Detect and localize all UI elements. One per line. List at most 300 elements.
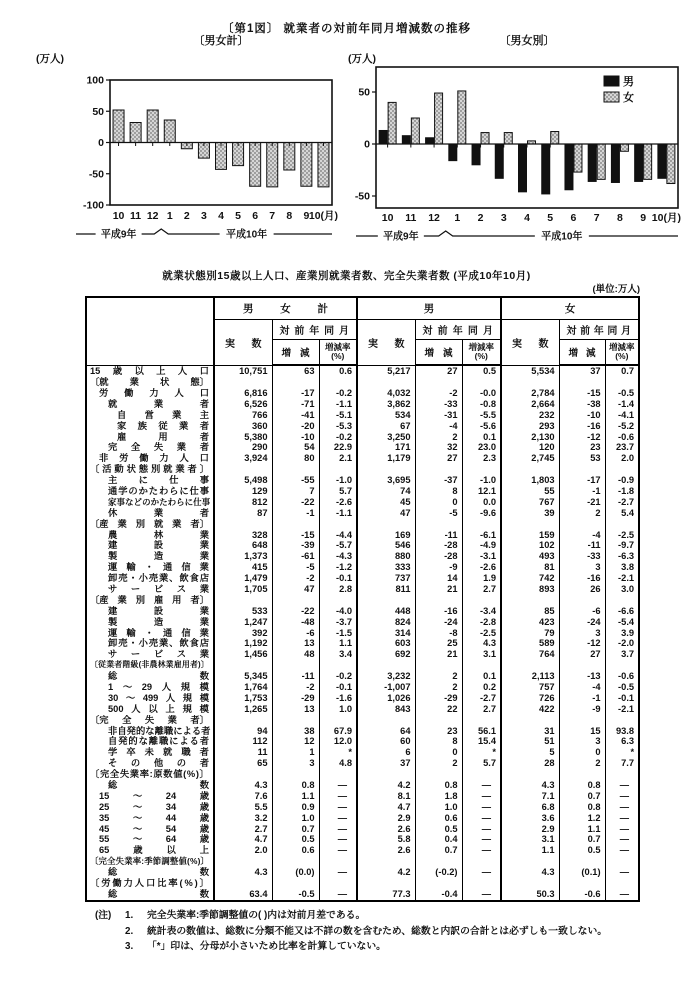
cell: -6 bbox=[559, 606, 605, 617]
cell: 47 bbox=[357, 508, 415, 519]
section-row bbox=[86, 377, 639, 388]
cell bbox=[559, 769, 605, 780]
cell: 67 bbox=[357, 420, 415, 431]
cell: 31 bbox=[501, 725, 559, 736]
cell: 0.8 bbox=[559, 780, 605, 791]
actual-header: 実 数 bbox=[501, 320, 559, 366]
cell: 1,265 bbox=[214, 704, 272, 715]
bar-male bbox=[519, 144, 527, 192]
row-label: 15 〜 24 歳 bbox=[99, 790, 209, 801]
bar-total bbox=[216, 143, 227, 170]
cell: — bbox=[319, 823, 357, 834]
table-row bbox=[86, 475, 639, 486]
cell: 1.0 bbox=[415, 802, 462, 813]
cell: -15 bbox=[272, 529, 319, 540]
cell: 2,784 bbox=[501, 388, 559, 399]
cell: -0.4 bbox=[415, 889, 462, 901]
cell bbox=[462, 769, 501, 780]
cell: -17 bbox=[272, 388, 319, 399]
cell bbox=[559, 595, 605, 606]
cell: 448 bbox=[357, 606, 415, 617]
bar-male bbox=[565, 144, 573, 190]
cell: 290 bbox=[214, 442, 272, 453]
cell: — bbox=[605, 780, 639, 791]
x-tick-label: 6 bbox=[252, 210, 259, 222]
cell bbox=[272, 595, 319, 606]
cell bbox=[605, 769, 639, 780]
cell: 7 bbox=[272, 486, 319, 497]
cell: 737 bbox=[357, 573, 415, 584]
cell: -11 bbox=[559, 540, 605, 551]
row-label: 〔 従 業 者 階 級 ( 非 農 林 業 雇 用 者 ) 〕 bbox=[90, 660, 209, 670]
cell bbox=[319, 856, 357, 867]
x-tick-label: 4 bbox=[524, 212, 530, 224]
cell: 63 bbox=[272, 365, 319, 377]
cell: — bbox=[462, 867, 501, 878]
cell: -0.5 bbox=[605, 682, 639, 693]
x-tick-label: 7 bbox=[269, 210, 276, 222]
section-row bbox=[86, 856, 639, 867]
cell: 5,534 bbox=[501, 365, 559, 377]
cell: — bbox=[605, 813, 639, 824]
cell: -5.6 bbox=[462, 420, 501, 431]
cell: 2.6 bbox=[357, 823, 415, 834]
cell: -3.1 bbox=[462, 551, 501, 562]
row-label: 〔 完 全 失 業 率 : 原 数 値 ( % ) 〕 bbox=[90, 769, 209, 780]
y-tick-label: -50 bbox=[88, 168, 104, 181]
cell: 5,217 bbox=[357, 365, 415, 377]
table-row bbox=[86, 627, 639, 638]
x-tick-label: 1 bbox=[166, 210, 173, 222]
row-label: 〔 活 動 状 態 別 就 業 者 〕 bbox=[90, 464, 209, 475]
cell bbox=[272, 464, 319, 475]
cell: 0.5 bbox=[272, 834, 319, 845]
cell: -5 bbox=[272, 562, 319, 573]
cell bbox=[415, 595, 462, 606]
cell bbox=[559, 518, 605, 529]
cell: 5.7 bbox=[462, 758, 501, 769]
cell: — bbox=[605, 823, 639, 834]
cell: (0.0) bbox=[272, 867, 319, 878]
x-tick-label: 6 bbox=[570, 212, 577, 224]
cell: — bbox=[319, 791, 357, 802]
cell: — bbox=[605, 791, 639, 802]
cell: 392 bbox=[214, 627, 272, 638]
cell: 0 bbox=[415, 497, 462, 508]
bar-male bbox=[658, 144, 666, 178]
cell: 23 bbox=[559, 442, 605, 453]
yoy-header: 対 前 年 同 月 bbox=[415, 320, 501, 340]
y-tick-label: 0 bbox=[98, 137, 104, 149]
row-label: 製 造 業 bbox=[108, 616, 209, 627]
cell: -21 bbox=[559, 497, 605, 508]
cell: -2 bbox=[272, 573, 319, 584]
cell bbox=[319, 660, 357, 671]
row-label: 総 数 bbox=[108, 780, 209, 791]
cell: 7.7 bbox=[605, 758, 639, 769]
cell: -5.2 bbox=[605, 420, 639, 431]
cell: -2.1 bbox=[605, 573, 639, 584]
cell bbox=[462, 660, 501, 671]
table-row bbox=[86, 365, 639, 377]
cell: 22.9 bbox=[319, 442, 357, 453]
cell bbox=[605, 856, 639, 867]
cell: 74 bbox=[357, 486, 415, 497]
row-label: 総 数 bbox=[108, 867, 209, 878]
x-tick-label: 4 bbox=[218, 210, 224, 222]
cell: 15 bbox=[559, 725, 605, 736]
cell: -2.1 bbox=[605, 704, 639, 715]
section-row bbox=[86, 518, 639, 529]
cell: 3.7 bbox=[605, 649, 639, 660]
cell: * bbox=[319, 747, 357, 758]
cell: -0.9 bbox=[605, 475, 639, 486]
cell: -24 bbox=[559, 616, 605, 627]
table-row bbox=[86, 747, 639, 758]
cell: -1.8 bbox=[605, 486, 639, 497]
cell: 0 bbox=[559, 747, 605, 758]
cell: -1.5 bbox=[319, 627, 357, 638]
row-label: 運 輸 ・ 通 信 業 bbox=[108, 562, 209, 573]
row-label: 65 歳 以 上 bbox=[99, 845, 209, 856]
rate-header: 増減率 (%) bbox=[605, 340, 639, 366]
cell bbox=[501, 660, 559, 671]
cell: -9.7 bbox=[605, 540, 639, 551]
cell: -28 bbox=[415, 540, 462, 551]
cell: 0.2 bbox=[462, 682, 501, 693]
yoy-header: 対 前 年 同 月 bbox=[272, 320, 357, 340]
cell: 4.8 bbox=[319, 758, 357, 769]
cell: -1.0 bbox=[319, 475, 357, 486]
cell: -1.1 bbox=[319, 508, 357, 519]
x-tick-label: 10(月) bbox=[651, 212, 681, 224]
x-tick-label: 10 bbox=[112, 210, 125, 222]
cell: -2 bbox=[415, 388, 462, 399]
cell: 0.6 bbox=[415, 813, 462, 824]
cell: 3,862 bbox=[357, 399, 415, 410]
cell: 3,250 bbox=[357, 431, 415, 442]
cell: 5.8 bbox=[357, 834, 415, 845]
cell: 10,751 bbox=[214, 365, 272, 377]
row-label: 農 林 業 bbox=[108, 529, 209, 540]
cell: 843 bbox=[357, 704, 415, 715]
cell: -10 bbox=[272, 431, 319, 442]
cell: 0.8 bbox=[272, 780, 319, 791]
cell: 4.3 bbox=[501, 867, 559, 878]
x-tick-label: 10 bbox=[381, 212, 394, 224]
table-header bbox=[86, 297, 639, 365]
table-row bbox=[86, 551, 639, 562]
cell: 692 bbox=[357, 649, 415, 660]
cell bbox=[272, 769, 319, 780]
cell bbox=[605, 595, 639, 606]
x-tick-label: 3 bbox=[500, 212, 507, 224]
footnote: 2. 統計表の数値は、総数に分類不能又は不詳の数を含むため、総数と内訳の合計とは必ずしも一致しない。 bbox=[125, 925, 608, 937]
axis-unit-label: (万人) bbox=[36, 53, 64, 65]
cell: 23 bbox=[415, 725, 462, 736]
cell: 159 bbox=[501, 529, 559, 540]
cell: 81 bbox=[501, 562, 559, 573]
cell: -16 bbox=[415, 606, 462, 617]
cell: (-0.2) bbox=[415, 867, 462, 878]
table-row bbox=[86, 606, 639, 617]
row-label: 500 人 以 上 規 模 bbox=[108, 703, 209, 714]
cell: — bbox=[462, 845, 501, 856]
cell bbox=[462, 464, 501, 475]
cell: 77.3 bbox=[357, 889, 415, 901]
cell: 3.0 bbox=[605, 584, 639, 595]
x-tick-label: 11 bbox=[405, 212, 417, 224]
cell: -5.1 bbox=[319, 410, 357, 421]
cell: — bbox=[605, 834, 639, 845]
cell: -55 bbox=[272, 475, 319, 486]
cell: 21 bbox=[415, 584, 462, 595]
row-label: 〔 労 働 力 人 口 比 率 ( % ) 〕 bbox=[90, 878, 209, 889]
cell: 423 bbox=[501, 616, 559, 627]
cell: — bbox=[605, 867, 639, 878]
cell: — bbox=[462, 813, 501, 824]
cell bbox=[415, 715, 462, 726]
row-label: 15 歳 以 上 人 口 bbox=[90, 365, 209, 376]
bar-total bbox=[267, 143, 278, 187]
cell bbox=[357, 856, 415, 867]
cell bbox=[214, 464, 272, 475]
cell: -31 bbox=[415, 410, 462, 421]
cell: -2 bbox=[272, 682, 319, 693]
cell: 25 bbox=[415, 638, 462, 649]
cell bbox=[415, 856, 462, 867]
cell: 0.5 bbox=[462, 365, 501, 377]
table-row bbox=[86, 889, 639, 901]
cell: 1,803 bbox=[501, 475, 559, 486]
cell: 0 bbox=[415, 747, 462, 758]
cell: 3,924 bbox=[214, 453, 272, 464]
cell bbox=[357, 464, 415, 475]
cell: 1.8 bbox=[415, 791, 462, 802]
chart-total-block bbox=[36, 34, 348, 260]
cell: 56.1 bbox=[462, 725, 501, 736]
cell: -1.1 bbox=[319, 399, 357, 410]
cell bbox=[272, 878, 319, 889]
cell: 51 bbox=[501, 736, 559, 747]
cell: 415 bbox=[214, 562, 272, 573]
cell bbox=[559, 878, 605, 889]
cell: 1.9 bbox=[462, 573, 501, 584]
cell: 2.7 bbox=[462, 584, 501, 595]
cell: -9 bbox=[559, 704, 605, 715]
cell: 333 bbox=[357, 562, 415, 573]
cell: 11 bbox=[214, 747, 272, 758]
bar-male bbox=[449, 144, 457, 161]
cell: 293 bbox=[501, 420, 559, 431]
table-row bbox=[86, 736, 639, 747]
cell: 1.1 bbox=[501, 845, 559, 856]
x-tick-label: 9 bbox=[303, 210, 310, 222]
cell bbox=[605, 377, 639, 388]
cell: 811 bbox=[357, 584, 415, 595]
cell bbox=[559, 856, 605, 867]
bar-female bbox=[504, 133, 512, 144]
x-tick-label: 12 bbox=[146, 210, 159, 222]
actual-header: 実 数 bbox=[214, 320, 272, 366]
x-tick-label: 9 bbox=[640, 212, 647, 224]
cell bbox=[214, 715, 272, 726]
cell bbox=[462, 377, 501, 388]
cell bbox=[415, 660, 462, 671]
bar-total bbox=[164, 120, 175, 143]
cell: 493 bbox=[501, 551, 559, 562]
cell: 2,113 bbox=[501, 671, 559, 682]
cell: -0.6 bbox=[559, 889, 605, 901]
cell: -1 bbox=[559, 486, 605, 497]
cell: 0.7 bbox=[559, 791, 605, 802]
cell: 5.7 bbox=[319, 486, 357, 497]
cell bbox=[462, 715, 501, 726]
cell: 169 bbox=[357, 529, 415, 540]
cell bbox=[214, 660, 272, 671]
y-tick-label: -100 bbox=[82, 199, 104, 212]
cell: 1.0 bbox=[319, 704, 357, 715]
cell: 4.7 bbox=[357, 802, 415, 813]
cell: 38 bbox=[272, 725, 319, 736]
cell: -22 bbox=[272, 606, 319, 617]
row-label: 35 〜 44 歳 bbox=[99, 812, 209, 823]
cell: 39 bbox=[501, 508, 559, 519]
cell bbox=[501, 856, 559, 867]
cell bbox=[272, 377, 319, 388]
cell: 23.0 bbox=[462, 442, 501, 453]
cell bbox=[357, 377, 415, 388]
cell: -4 bbox=[415, 420, 462, 431]
cell: 0.4 bbox=[415, 834, 462, 845]
cell: 0.7 bbox=[272, 823, 319, 834]
stats-table bbox=[85, 296, 640, 902]
group-header-male: 男 bbox=[357, 297, 501, 320]
cell: 3 bbox=[559, 736, 605, 747]
cell: 5,498 bbox=[214, 475, 272, 486]
cell: 0.7 bbox=[559, 834, 605, 845]
table-row bbox=[86, 845, 639, 856]
table-row bbox=[86, 867, 639, 878]
cell: 1.0 bbox=[272, 813, 319, 824]
cell: 1,764 bbox=[214, 682, 272, 693]
table-row bbox=[86, 780, 639, 791]
chart-by-sex bbox=[348, 50, 688, 255]
cell: 14 bbox=[415, 573, 462, 584]
cell: 5.5 bbox=[214, 802, 272, 813]
legend-label: 女 bbox=[623, 92, 634, 104]
x-tick-label: 2 bbox=[183, 210, 190, 222]
bar-female bbox=[435, 93, 443, 144]
cell: 2.9 bbox=[357, 813, 415, 824]
cell: 37 bbox=[559, 365, 605, 377]
x-tick-label: 5 bbox=[547, 212, 554, 224]
cell: 12.0 bbox=[319, 736, 357, 747]
cell: * bbox=[462, 747, 501, 758]
cell: 1,479 bbox=[214, 573, 272, 584]
row-label: 30 〜 499 人 規 模 bbox=[108, 692, 209, 703]
table-row bbox=[86, 453, 639, 464]
row-label: 建 設 業 bbox=[108, 605, 209, 616]
cell: -1.0 bbox=[462, 475, 501, 486]
cell: -2.6 bbox=[462, 562, 501, 573]
cell: 0.7 bbox=[415, 845, 462, 856]
cell: -0.1 bbox=[605, 693, 639, 704]
cell: 1,705 bbox=[214, 584, 272, 595]
cell bbox=[319, 715, 357, 726]
cell bbox=[605, 464, 639, 475]
cell: 3 bbox=[559, 562, 605, 573]
cell: 0.1 bbox=[462, 671, 501, 682]
cell: 4.2 bbox=[357, 780, 415, 791]
row-label: 45 〜 54 歳 bbox=[99, 823, 209, 834]
cell: -0.1 bbox=[319, 573, 357, 584]
table-body bbox=[86, 365, 639, 901]
table-row bbox=[86, 399, 639, 410]
cell bbox=[605, 715, 639, 726]
x-tick-label: 11 bbox=[130, 210, 142, 222]
figure-title: 〔第1図〕 就業者の対前年同月増減数の推移 bbox=[221, 23, 472, 35]
cell: -5.5 bbox=[462, 410, 501, 421]
cell: 2 bbox=[415, 431, 462, 442]
cell: -0.0 bbox=[462, 388, 501, 399]
cell bbox=[501, 464, 559, 475]
cell: 3.8 bbox=[605, 562, 639, 573]
cell: 3.4 bbox=[319, 649, 357, 660]
cell: -2.6 bbox=[319, 497, 357, 508]
bar-total bbox=[250, 143, 261, 187]
bar-male bbox=[426, 138, 434, 144]
cell: 94 bbox=[214, 725, 272, 736]
cell: -4.9 bbox=[462, 540, 501, 551]
row-label: 自 発 的 な 離 職 に よ る 者 bbox=[108, 736, 209, 747]
cell: -2.7 bbox=[462, 693, 501, 704]
cell: 6.3 bbox=[605, 736, 639, 747]
bar-female bbox=[620, 144, 628, 151]
cell: -3.4 bbox=[462, 606, 501, 617]
cell: — bbox=[319, 813, 357, 824]
row-label: 〔就 業 状 態〕 bbox=[90, 377, 209, 388]
row-label: 休 業 者 bbox=[108, 507, 209, 518]
footnote: (注) 1. 完全失業率:季節調整値の( )内は対前月差である。 bbox=[95, 910, 366, 921]
cell: 6,526 bbox=[214, 399, 272, 410]
cell: 23.7 bbox=[605, 442, 639, 453]
cell: -2.5 bbox=[462, 627, 501, 638]
label-column-header bbox=[86, 297, 214, 365]
cell: 2.6 bbox=[357, 845, 415, 856]
cell: -24 bbox=[415, 616, 462, 627]
cell: -33 bbox=[559, 551, 605, 562]
cell: 48 bbox=[272, 649, 319, 660]
cell bbox=[559, 660, 605, 671]
cell: 2.7 bbox=[214, 823, 272, 834]
cell bbox=[357, 715, 415, 726]
cell: -5 bbox=[415, 508, 462, 519]
rate-header: 増減率 (%) bbox=[462, 340, 501, 366]
section-row bbox=[86, 878, 639, 889]
row-label: 運 輸 ・ 通 信 業 bbox=[108, 627, 209, 638]
cell: — bbox=[319, 889, 357, 901]
cell: -0.5 bbox=[605, 388, 639, 399]
cell: 0.5 bbox=[559, 845, 605, 856]
cell: 764 bbox=[501, 649, 559, 660]
row-label: 卸 売 ・ 小 売 業 、 飲 食 店 bbox=[108, 638, 209, 649]
row-label: 建 設 業 bbox=[108, 540, 209, 551]
y-tick-label: 0 bbox=[364, 138, 370, 151]
footnotes bbox=[95, 908, 607, 955]
cell: 328 bbox=[214, 529, 272, 540]
cell: -9.6 bbox=[462, 508, 501, 519]
